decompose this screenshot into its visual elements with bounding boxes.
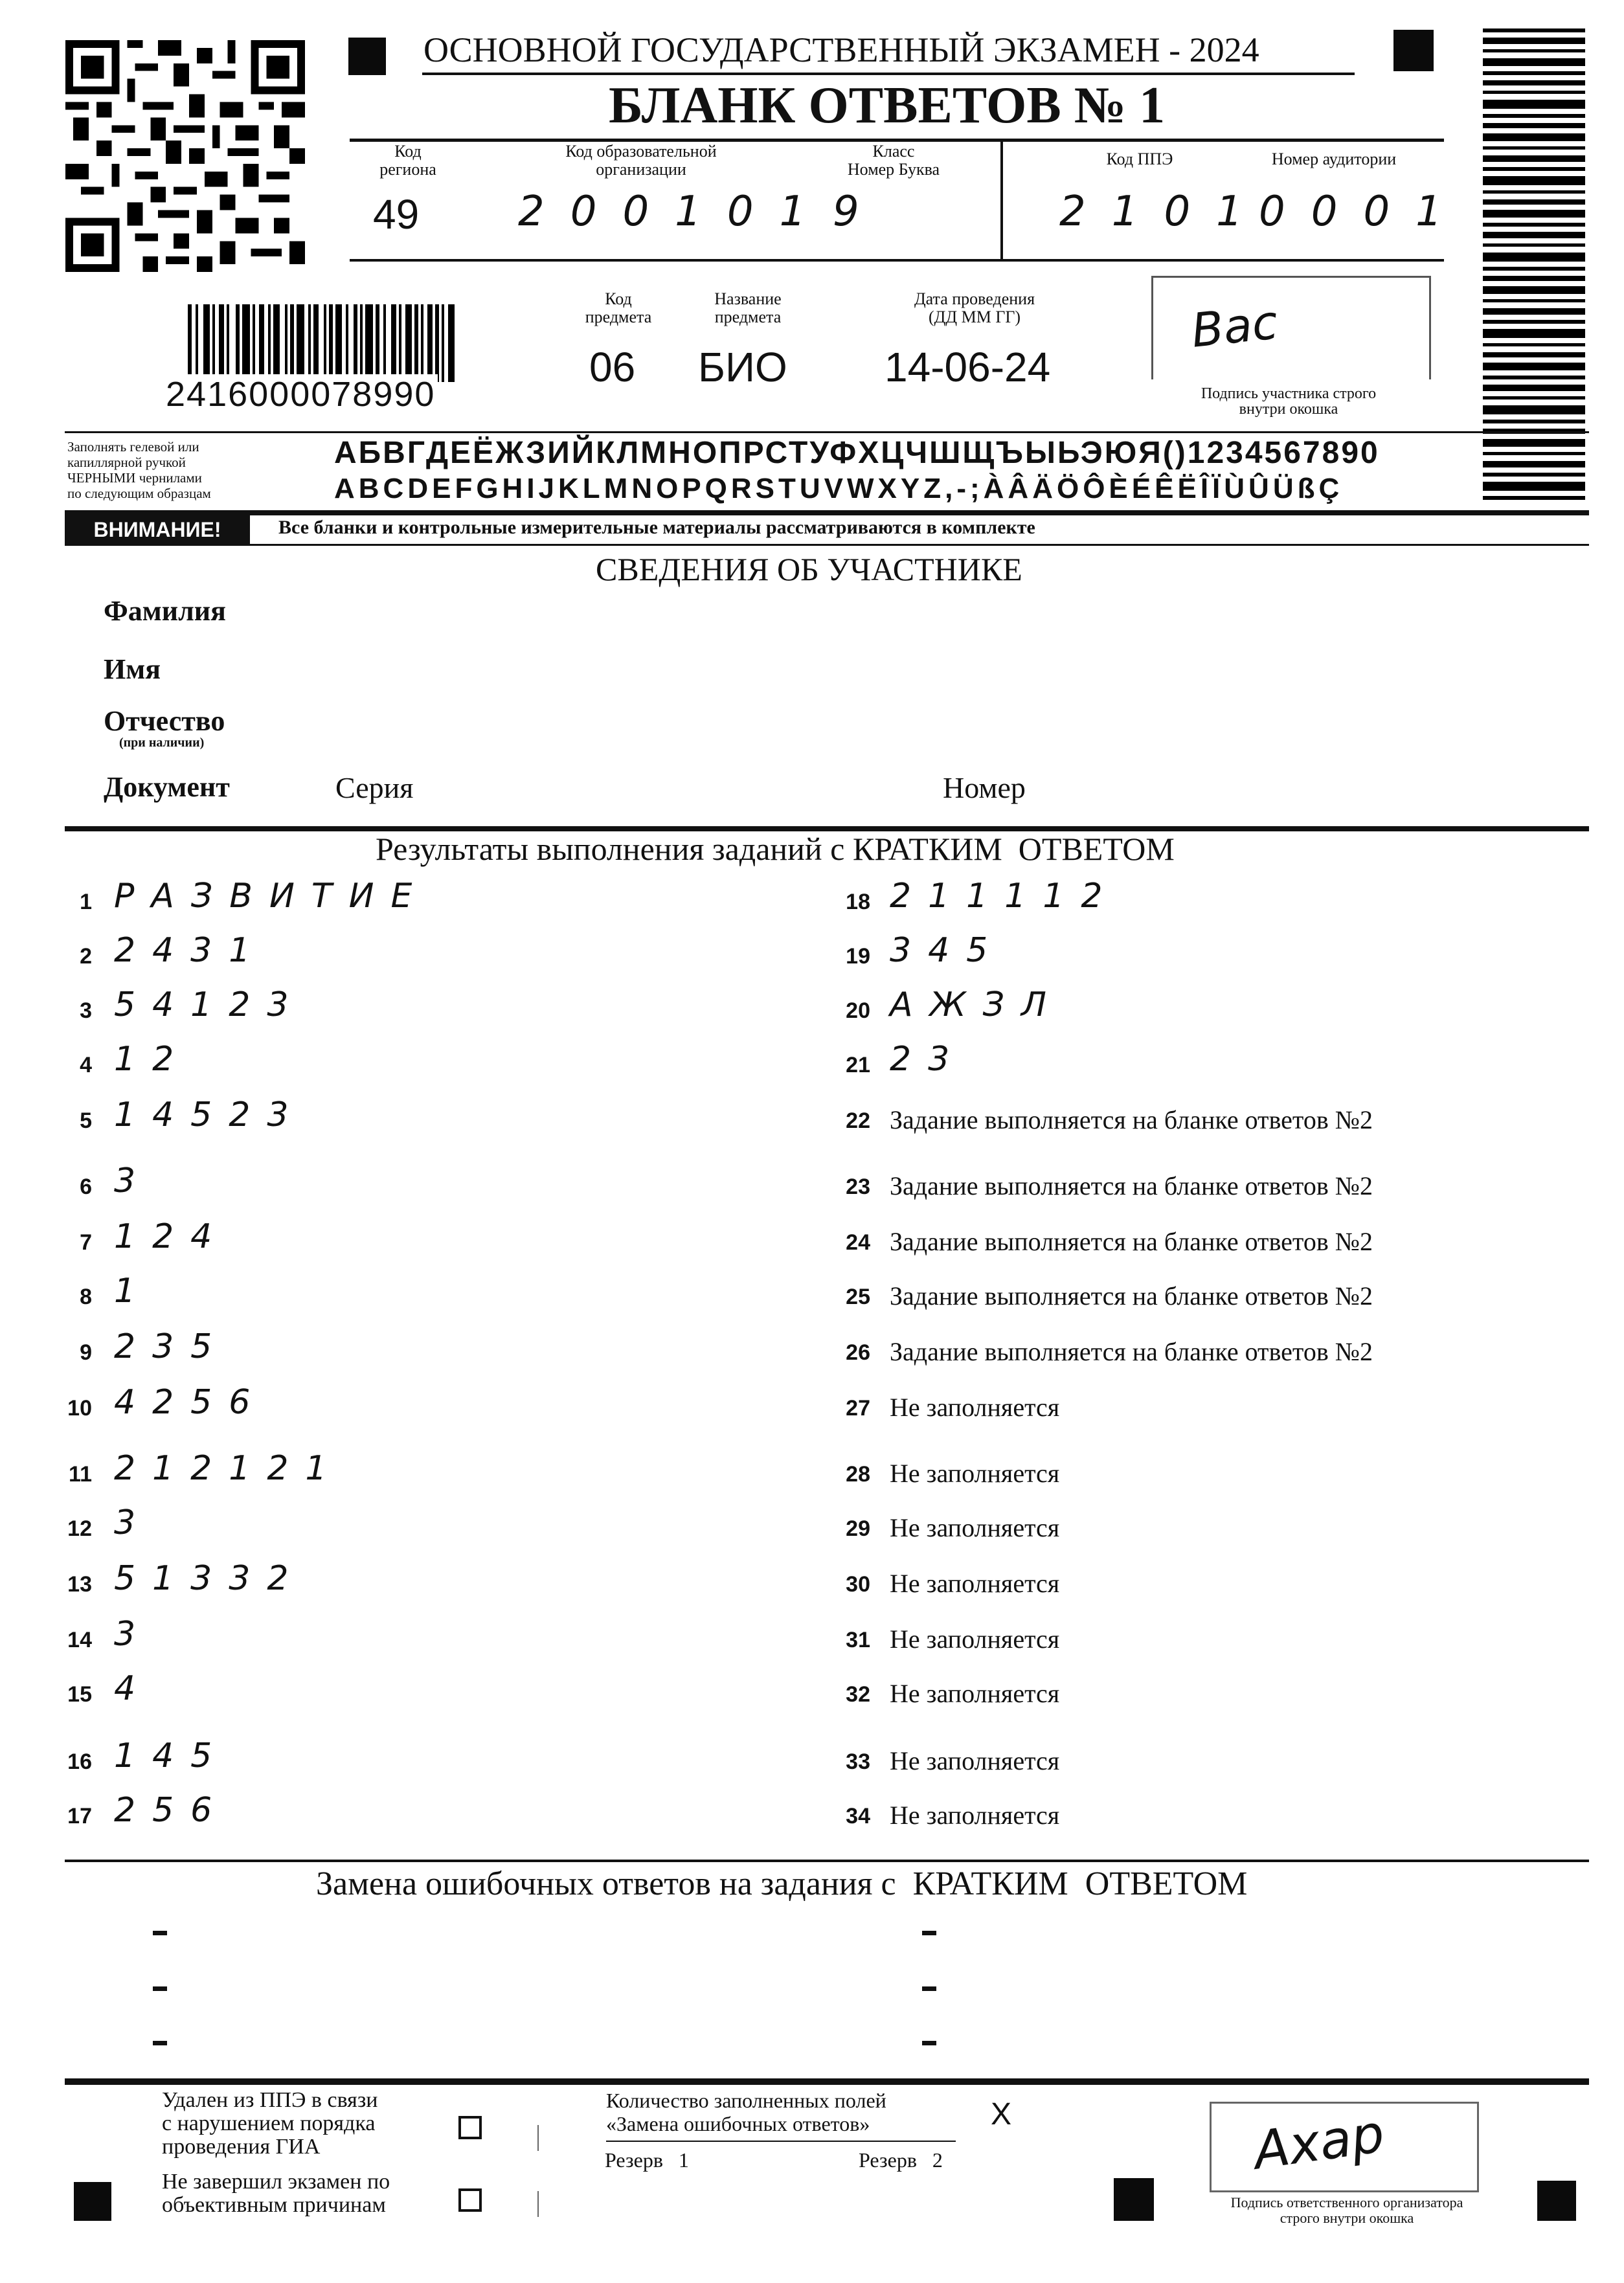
task-number: 22 (846, 1108, 870, 1133)
organizer-signature: Ахар (1250, 2103, 1388, 2181)
organizer-caption: Подпись ответственного организатора строго внутри окошка (1230, 2194, 1463, 2226)
task-answer[interactable]: 345 (890, 931, 1005, 970)
side-barcode (1483, 28, 1585, 508)
task-answer[interactable]: 1 (114, 1272, 153, 1310)
task-answer[interactable]: 2431 (114, 931, 267, 970)
task-number: 8 (80, 1285, 92, 1309)
region-value: 49 (373, 191, 420, 238)
task-number: 25 (846, 1285, 870, 1309)
exam-title: ОСНОВНОЙ ГОСУДАРСТВЕННЫЙ ЭКЗАМЕН - 2024 (423, 30, 1259, 69)
task-answer[interactable]: 3 (114, 1615, 153, 1654)
task-answer[interactable]: 211112 (890, 877, 1120, 916)
task-number: 30 (846, 1572, 870, 1597)
qr-code (65, 40, 306, 272)
replacement-dash[interactable] (153, 1931, 167, 1935)
task-answer[interactable]: 256 (114, 1791, 229, 1830)
subject-name-label: Название предмета (714, 289, 782, 326)
participant-signature-caption: Подпись участника строго внутри окошка (1201, 385, 1377, 418)
task-note: Не заполняется (890, 1513, 1060, 1542)
task-note: Задание выполняется на бланке ответов №2 (890, 1227, 1373, 1256)
not-finished-checkbox[interactable] (458, 2188, 482, 2212)
task-number: 9 (80, 1340, 92, 1365)
replacement-dash[interactable] (922, 1986, 936, 1991)
task-note: Не заполняется (890, 1393, 1060, 1422)
ppe-label: Код ППЭ (1106, 150, 1173, 168)
task-number: 2 (80, 944, 92, 969)
region-label: Код региона (379, 142, 436, 179)
subject-code-value: 06 (589, 344, 636, 390)
task-number: 21 (846, 1053, 870, 1077)
task-number: 33 (846, 1749, 870, 1774)
task-number: 27 (846, 1396, 870, 1421)
removed-checkbox[interactable] (458, 2116, 482, 2139)
removed-text: Удален из ППЭ в связи с нарушением порядка проведения ГИА (162, 2088, 378, 2159)
task-note: Задание выполняется на бланке ответов №2 (890, 1171, 1373, 1200)
class-value: 9 (833, 188, 859, 236)
task-number: 29 (846, 1516, 870, 1541)
reserve-1: Резерв 1 (605, 2148, 689, 2172)
task-number: 6 (80, 1175, 92, 1199)
task-answer[interactable]: 4 (114, 1669, 153, 1708)
task-answer[interactable]: 3 (114, 1503, 153, 1542)
ppe-value: 2101 (1059, 188, 1269, 236)
participant-section-title: СВЕДЕНИЯ ОБ УЧАСТНИКЕ (596, 551, 1022, 587)
task-answer[interactable]: 51332 (114, 1559, 306, 1598)
sample-row-1: АБВГДЕЁЖЗИЙКЛМНОПРСТУФХЦЧШЩЪЫЬЭЮЯ()1234567890 (334, 436, 1380, 470)
task-number: 3 (80, 998, 92, 1023)
task-answer[interactable]: 124 (114, 1217, 229, 1256)
count-label: Количество заполненных полей «Замена ошибочных ответов» (606, 2089, 886, 2135)
task-number: 18 (846, 890, 870, 914)
task-answer[interactable]: 235 (114, 1327, 229, 1366)
subject-name-value: БИО (698, 344, 787, 390)
task-note: Не заполняется (890, 1679, 1060, 1708)
task-note: Задание выполняется на бланке ответов №2 (890, 1105, 1373, 1134)
org-value: 200101 (518, 188, 832, 236)
barcode (188, 304, 537, 382)
document-label: Документ (104, 771, 230, 803)
subject-code-label: Код предмета (585, 289, 652, 326)
task-answer[interactable]: 14523 (114, 1096, 306, 1134)
surname-label: Фамилия (104, 595, 226, 627)
task-number: 24 (846, 1230, 870, 1255)
room-label: Номер аудитории (1271, 150, 1397, 168)
task-number: 20 (846, 998, 870, 1023)
task-note: Не заполняется (890, 1569, 1060, 1598)
warning-text: Все бланки и контрольные измерительные материалы рассматриваются в комплекте (278, 517, 1035, 538)
task-number: 10 (67, 1396, 92, 1421)
task-answer[interactable]: 4256 (114, 1383, 267, 1422)
patronymic-note: (при наличии) (119, 736, 205, 750)
replacement-dash[interactable] (922, 2041, 936, 2045)
results-section-title: Результаты выполнения заданий с КРАТКИМ ОТВЕТОМ (376, 831, 1175, 867)
task-note: Не заполняется (890, 1625, 1060, 1654)
date-label: Дата проведения (ДД ММ ГГ) (914, 289, 1035, 326)
task-answer[interactable]: 145 (114, 1737, 229, 1775)
replacement-dash[interactable] (153, 1986, 167, 1991)
participant-signature: Вас (1188, 295, 1281, 358)
task-answer[interactable]: АЖЗЛ (890, 985, 1064, 1024)
task-number: 17 (67, 1804, 92, 1828)
reserve-2: Резерв 2 (859, 2148, 943, 2172)
replacement-dash[interactable] (922, 1931, 936, 1935)
sample-instruction: Заполнять гелевой или капиллярной ручкой ЧЕРНЫМИ чернилами по следующим образцам (67, 439, 211, 501)
task-number: 26 (846, 1340, 870, 1365)
task-number: 7 (80, 1230, 92, 1255)
warning-badge: ВНИМАНИЕ! (65, 515, 250, 544)
corner-marker (1537, 2181, 1576, 2221)
task-answer[interactable]: 23 (890, 1040, 967, 1079)
task-number: 32 (846, 1682, 870, 1707)
task-answer[interactable]: 212121 (114, 1449, 344, 1488)
task-number: 15 (67, 1682, 92, 1707)
corner-marker (1393, 30, 1434, 71)
task-number: 11 (69, 1462, 92, 1487)
task-answer[interactable]: 12 (114, 1040, 191, 1079)
date-value: 14-06-24 (885, 344, 1051, 390)
task-number: 19 (846, 944, 870, 969)
form-title: БЛАНК ОТВЕТОВ № 1 (609, 77, 1166, 134)
replacement-section-title: Замена ошибочных ответов на задания с КРАТКИМ ОТВЕТОМ (316, 1865, 1248, 1902)
task-answer[interactable]: 54123 (114, 985, 306, 1024)
name-label: Имя (104, 653, 161, 685)
task-number: 31 (846, 1628, 870, 1652)
replacement-dash[interactable] (153, 2041, 167, 2045)
barcode-number: 2416000078990 (163, 374, 438, 414)
task-number: 34 (846, 1804, 870, 1828)
task-note: Задание выполняется на бланке ответов №2 (890, 1337, 1373, 1366)
number-label: Номер (943, 771, 1026, 804)
corner-marker (74, 2182, 111, 2221)
task-number: 28 (846, 1462, 870, 1487)
org-label: Код образовательной организации (565, 142, 717, 179)
corner-marker (348, 38, 386, 75)
task-note: Задание выполняется на бланке ответов №2 (890, 1281, 1373, 1310)
task-note: Не заполняется (890, 1459, 1060, 1488)
class-label: Класс Номер Буква (847, 142, 940, 179)
room-value: 0001 (1259, 188, 1468, 236)
task-number: 1 (80, 890, 92, 914)
task-number: 4 (80, 1053, 92, 1077)
task-number: 12 (67, 1516, 92, 1541)
task-number: 16 (67, 1749, 92, 1774)
task-number: 13 (67, 1572, 92, 1597)
not-finished-text: Не завершил экзамен по объективным причинам (162, 2170, 390, 2217)
task-note: Не заполняется (890, 1746, 1060, 1775)
task-note: Не заполняется (890, 1801, 1060, 1830)
task-number: 23 (846, 1175, 870, 1199)
count-value: X (991, 2097, 1012, 2131)
sample-row-2: ABCDEFGHIJKLMNOPQRSTUVWXYZ,-;ÀÂÄÖÔÈÉÊËÎÏÙÛÜßÇ (334, 473, 1344, 504)
patronymic-label: Отчество (104, 705, 225, 737)
task-answer[interactable]: 3 (114, 1162, 153, 1200)
task-number: 5 (80, 1108, 92, 1133)
corner-marker (1114, 2178, 1154, 2221)
series-label: Серия (335, 771, 414, 804)
task-answer[interactable]: РАЗВИТИЕ (114, 877, 429, 916)
task-number: 14 (67, 1628, 92, 1652)
